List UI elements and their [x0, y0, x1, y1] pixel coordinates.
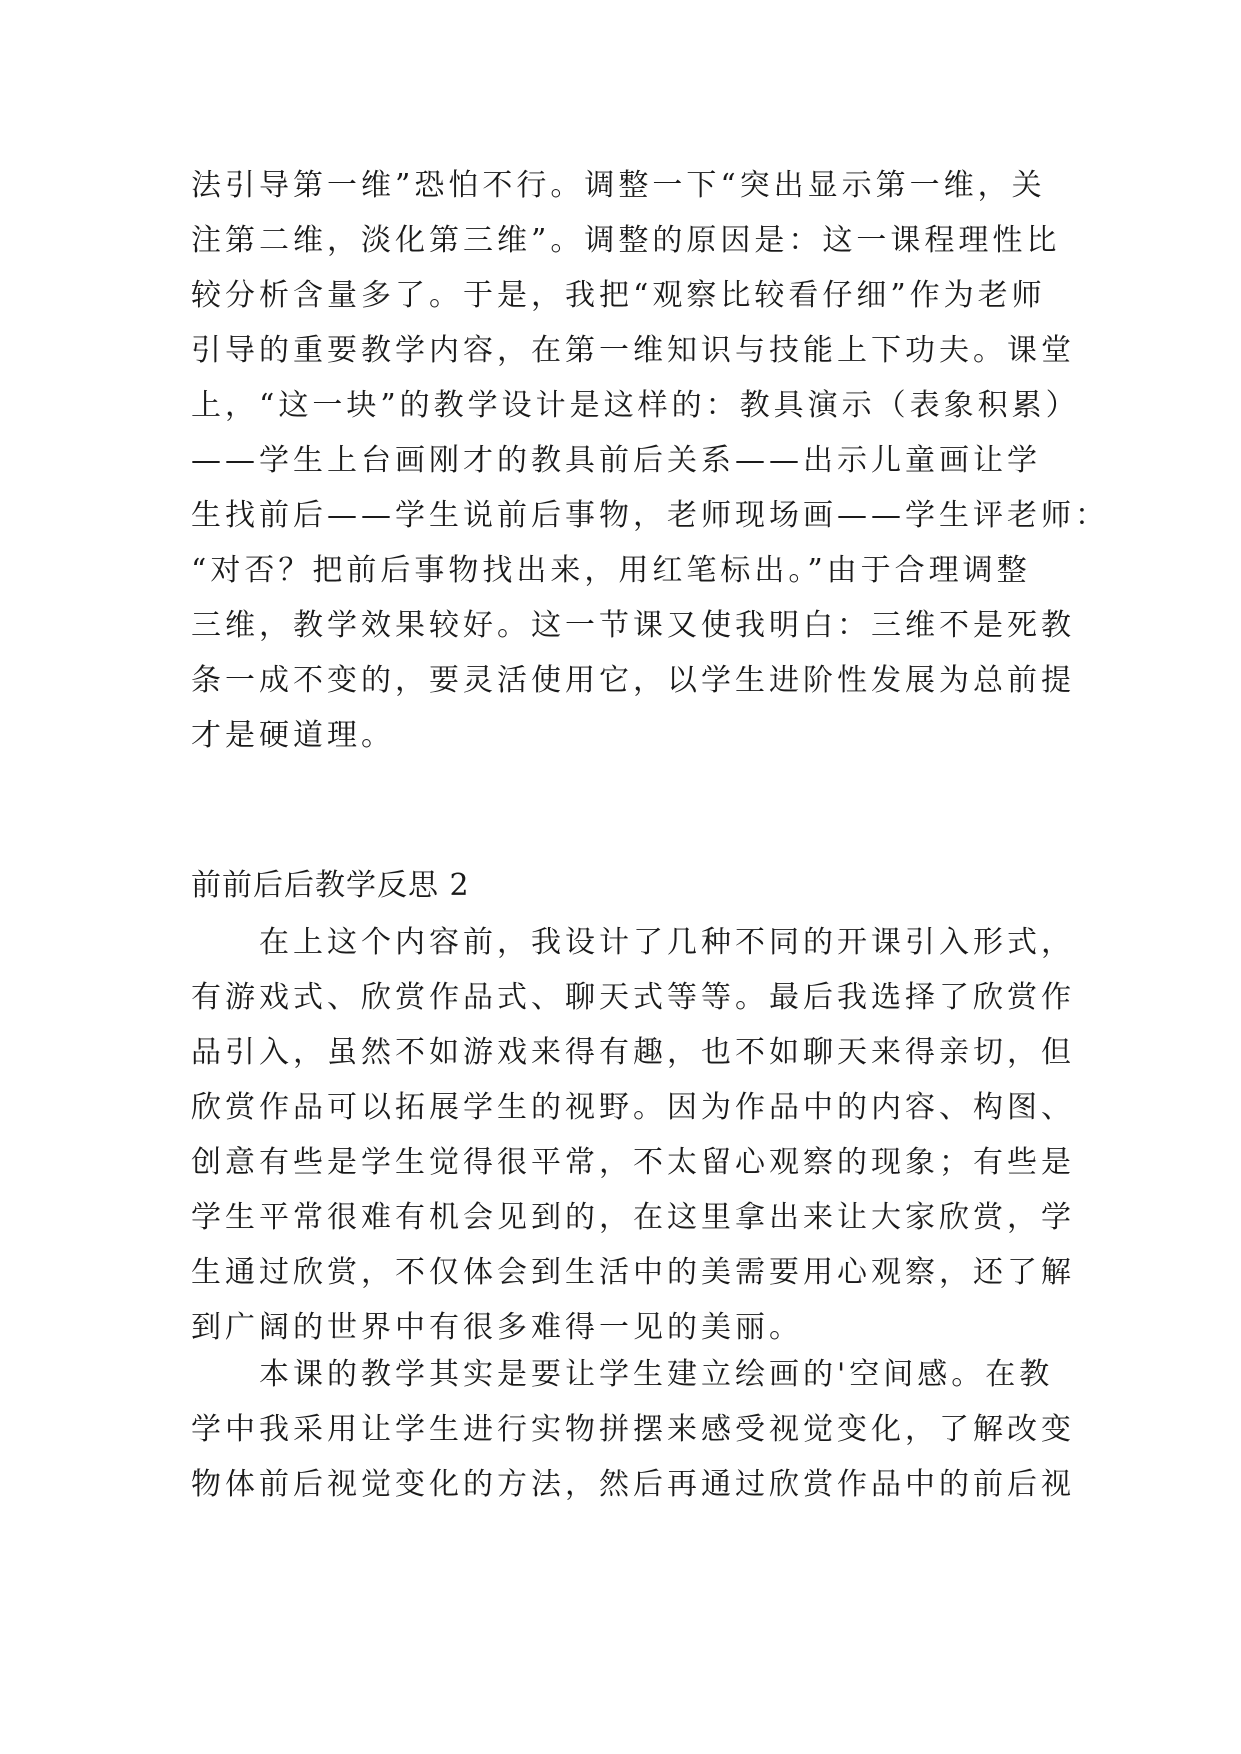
text-line: 引导的重要教学内容，在第一维知识与技能上下功夫。课堂	[191, 333, 1075, 368]
text-line: “对否？把前后事物找出来，用红笔标出。”由于合理调整	[191, 553, 1031, 588]
text-line: 学中我采用让学生进行实物拼摆来感受视觉变化，了解改变	[191, 1412, 1075, 1447]
text-line: 较分析含量多了。于是，我把“观察比较看仔细”作为老师	[191, 278, 1046, 313]
text-line: ——学生上台画刚才的教具前后关系——出示儿童画让学	[191, 443, 1041, 478]
text-line: 物体前后视觉变化的方法，然后再通过欣赏作品中的前后视	[191, 1467, 1075, 1502]
text-line: 品引入，虽然不如游戏来得有趣，也不如聊天来得亲切，但	[191, 1035, 1075, 1070]
text-line: 法引导第一维”恐怕不行。调整一下“突出显示第一维，关	[191, 168, 1046, 203]
text-line: 在上这个内容前，我设计了几种不同的开课引入形式，	[259, 925, 1075, 960]
section-heading: 前前后后教学反思 2	[191, 868, 470, 903]
text-line: 欣赏作品可以拓展学生的视野。因为作品中的内容、构图、	[191, 1090, 1075, 1125]
text-line: 到广阔的世界中有很多难得一见的美丽。	[191, 1310, 803, 1345]
continuation-paragraph	[191, 158, 1109, 763]
text-line: 本课的教学其实是要让学生建立绘画的'空间感。在教	[259, 1357, 1054, 1392]
text-line: 上，“这一块”的教学设计是这样的：教具演示（表象积累）	[191, 388, 1080, 423]
text-line: 学生平常很难有机会见到的，在这里拿出来让大家欣赏，学	[191, 1200, 1075, 1235]
text-line: 创意有些是学生觉得很平常，不太留心观察的现象；有些是	[191, 1145, 1075, 1180]
paragraph-1	[191, 915, 1075, 1355]
text-line: 才是硬道理。	[191, 718, 395, 753]
text-line: 注第二维，淡化第三维”。调整的原因是：这一课程理性比	[191, 223, 1061, 258]
text-line: 生找前后——学生说前后事物，老师现场画——学生评老师：	[191, 498, 1109, 533]
text-line: 生通过欣赏，不仅体会到生活中的美需要用心观察，还了解	[191, 1255, 1075, 1290]
text-line: 有游戏式、欣赏作品式、聊天式等等。最后我选择了欣赏作	[191, 980, 1075, 1015]
text-line: 三维，教学效果较好。这一节课又使我明白：三维不是死教	[191, 608, 1075, 643]
text-line: 条一成不变的，要灵活使用它，以学生进阶性发展为总前提	[191, 663, 1075, 698]
paragraph-2	[191, 1347, 1075, 1512]
